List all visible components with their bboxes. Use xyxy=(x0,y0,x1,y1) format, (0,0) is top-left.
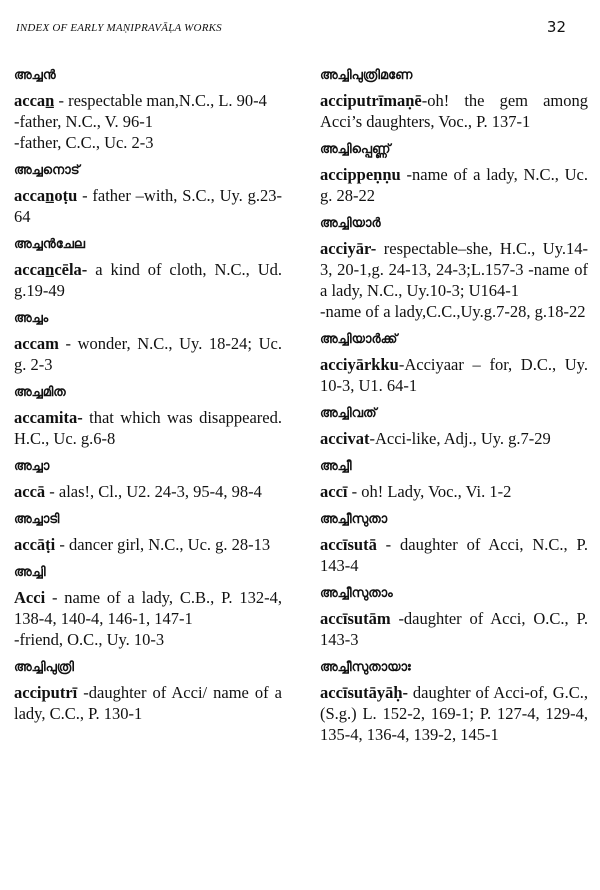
entry-gloss: - alas!, Cl., U2. 24-3, 95-4, 98-4 xyxy=(45,482,262,501)
index-entry xyxy=(14,235,282,301)
entry-definition xyxy=(320,90,588,132)
entry-gloss: - respectable man,N.C., L. 90-4 xyxy=(54,91,267,110)
entry-headword-malayalam: അച്ചം xyxy=(14,311,49,326)
entry-headword-malayalam: അച്ചീസുതാം xyxy=(320,586,393,601)
page-number: 32 xyxy=(546,18,566,36)
entry-gloss: - name of a lady, C.B., P. 132-4, 138-4, 140-4, 146-1, 147-1 xyxy=(14,588,282,628)
entry-additional-sense: -father, N.C., V. 96-1 xyxy=(14,112,153,131)
entry-transliteration: accam xyxy=(14,334,59,353)
entry-gloss: -oh! the gem among Acci’s daughters, Voc., P. 137-1 xyxy=(320,91,588,131)
index-entry xyxy=(14,309,282,375)
index-entry xyxy=(14,510,282,555)
entry-gloss: -daughter of Acci, O.C., P. 143-3 xyxy=(320,609,588,649)
entry-definition xyxy=(320,164,588,206)
index-entry xyxy=(320,584,588,650)
entry-definition xyxy=(320,608,588,650)
entry-headword-malayalam: അച്ചിയാർക്ക് xyxy=(320,332,398,347)
entry-additional-sense: -name of a lady,C.C.,Uy.g.7-28, g.18-22 xyxy=(320,302,586,321)
entry-headword-malayalam: അച്ചാ xyxy=(14,459,50,474)
index-entry xyxy=(14,66,282,153)
entry-gloss: a kind of cloth, N.C., Ud. g.19-49 xyxy=(14,260,282,300)
entry-gloss: -Acciyaar – for, D.C., Uy. 10-3, U1. 64-1 xyxy=(320,355,588,395)
entry-headword-malayalam: അച്ചൻ xyxy=(14,68,56,83)
entry-definition xyxy=(320,481,588,502)
entry-transliteration: accīsutāyāḥ- xyxy=(320,683,408,702)
entry-transliteration: accan̲cēla- xyxy=(14,260,88,279)
index-entry xyxy=(320,510,588,576)
entry-gloss: - wonder, N.C., Uy. 18-24; Uc. g. 2-3 xyxy=(14,334,282,374)
entry-transliteration: Acci xyxy=(14,588,46,607)
entry-transliteration: acciyārkku xyxy=(320,355,399,374)
entry-transliteration: accan̲ xyxy=(14,91,55,110)
entry-transliteration: accīsutā xyxy=(320,535,377,554)
entry-definition xyxy=(320,534,588,576)
index-entry xyxy=(320,404,588,449)
entry-headword-malayalam: അച്ചീ xyxy=(320,459,352,474)
entry-definition xyxy=(320,354,588,396)
entry-gloss: - father –with, S.C., Uy. g.23-64 xyxy=(14,186,282,226)
index-entry xyxy=(320,330,588,396)
entry-additional-sense: -friend, O.C., Uy. 10-3 xyxy=(14,630,165,649)
entry-headword-malayalam: അച്ചീസുതാ xyxy=(320,512,388,527)
running-header-title: INDEX OF EARLY MAṆIPRAVĀḶA WORKS xyxy=(16,22,222,34)
entry-definition xyxy=(14,682,282,724)
entry-definition xyxy=(14,534,282,555)
entry-gloss: daughter of Acci-of, G.C., (S.g.) L. 152-2, 169-1; P. 127-4, 129-4, 135-4, 136-4, 139-2, 145-1 xyxy=(320,683,588,744)
entry-transliteration: accamita- xyxy=(14,408,83,427)
entry-headword-malayalam: അച്ചീസുതായാഃ xyxy=(320,660,411,675)
entry-headword-malayalam: അച്ചിപ്പെണ്ണ് xyxy=(320,142,391,157)
index-entry xyxy=(320,457,588,502)
entry-definition xyxy=(320,238,588,301)
index-entry xyxy=(14,383,282,449)
entry-headword-malayalam: അച്ചി xyxy=(14,565,46,580)
index-entry xyxy=(14,563,282,650)
entry-transliteration: accāṭi xyxy=(14,535,56,554)
entry-headword-malayalam: അച്ചിവത് xyxy=(320,406,377,421)
index-entry xyxy=(320,658,588,745)
entry-transliteration: accivat xyxy=(320,429,370,448)
entry-transliteration: accā xyxy=(14,482,46,501)
entry-definition xyxy=(14,333,282,375)
right-index-column xyxy=(320,66,588,753)
entry-definition xyxy=(320,682,588,745)
entry-headword-malayalam: അച്ചൻചേല xyxy=(14,237,86,252)
index-entry xyxy=(14,658,282,724)
entry-transliteration: accīsutām xyxy=(320,609,391,628)
entry-transliteration: accippeṇṇu xyxy=(320,165,401,184)
entry-headword-malayalam: അച്ചനൊട് xyxy=(14,163,80,178)
index-entry xyxy=(320,66,588,132)
entry-definition xyxy=(14,259,282,301)
entry-transliteration: acciputrīmaṇē xyxy=(320,91,422,110)
entry-headword-malayalam: അച്ചിപുത്രി xyxy=(14,660,74,675)
entry-gloss: -daughter of Acci/ name of a lady, C.C., P. 130-1 xyxy=(14,683,282,723)
entry-gloss: that which was disappeared. H.C., Uc. g.6-8 xyxy=(14,408,282,448)
index-entry xyxy=(14,161,282,227)
entry-gloss: -Acci-like, Adj., Uy. g.7-29 xyxy=(369,429,551,448)
entry-additional-sense: -father, C.C., Uc. 2-3 xyxy=(14,133,154,152)
left-index-column xyxy=(14,66,282,732)
index-entry xyxy=(320,214,588,322)
entry-definition xyxy=(14,407,282,449)
entry-definition xyxy=(14,185,282,227)
entry-gloss: - daughter of Acci, N.C., P. 143-4 xyxy=(320,535,588,575)
entry-transliteration: acciputrī xyxy=(14,683,78,702)
index-entry xyxy=(14,457,282,502)
entry-gloss: -name of a lady, N.C., Uc. g. 28-22 xyxy=(320,165,588,205)
entry-definition xyxy=(320,428,588,449)
entry-headword-malayalam: അച്ചിയാർ xyxy=(320,216,381,231)
entry-definition xyxy=(14,587,282,629)
entry-headword-malayalam: അച്ചമിത xyxy=(14,385,66,400)
entry-headword-malayalam: അച്ചിപുത്രിമണേ xyxy=(320,68,413,83)
entry-transliteration: accī xyxy=(320,482,348,501)
entry-gloss: - dancer girl, N.C., Uc. g. 28-13 xyxy=(55,535,271,554)
index-entry xyxy=(320,140,588,206)
entry-transliteration: acciyār- xyxy=(320,239,377,258)
entry-definition xyxy=(14,481,282,502)
entry-gloss: - oh! Lady, Voc., Vi. 1-2 xyxy=(347,482,512,501)
entry-gloss: respectable–she, H.C., Uy.14-3, 20-1,g. 24-13, 24-3;L.157-3 -name of a lady, N.C., Uy.10-3; U164-1 xyxy=(320,239,588,300)
entry-definition xyxy=(14,90,282,111)
entry-transliteration: accan̲oṭu xyxy=(14,186,78,205)
entry-headword-malayalam: അച്ചാടി xyxy=(14,512,60,527)
